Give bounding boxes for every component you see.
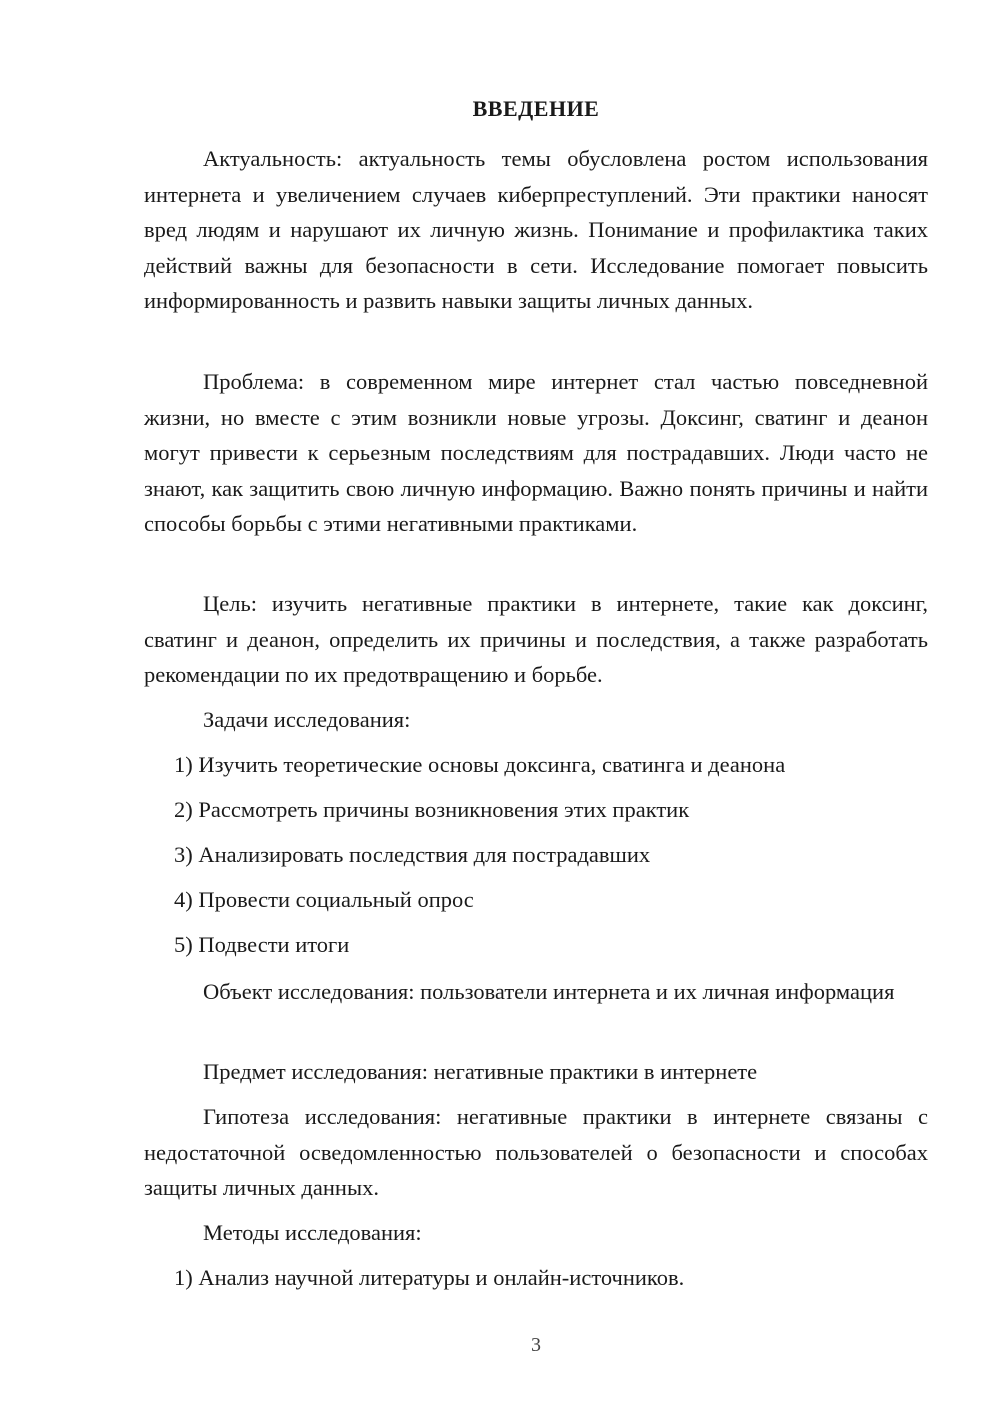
problem-paragraph xyxy=(144,364,928,542)
task-item: 4) Провести социальный опрос xyxy=(174,887,474,912)
relevance-text: Актуальность: актуальность темы обусловлена ростом использования интернета и увеличением случаев киберпреступлений. Эти практики наносят вред людям и нарушают их личную жизнь. Понимание и профилактика таких действий важны для безопасности в сети. Исследование помогает повысить информированность и развить навыки защиты личных данных. xyxy=(144,146,928,313)
method-item: 1) Анализ научной литературы и онлайн-источников. xyxy=(174,1265,685,1290)
task-item: 3) Анализировать последствия для пострадавших xyxy=(174,842,651,867)
object-text: Объект исследования: пользователи интернета и их личная информация xyxy=(203,979,895,1004)
section-heading: ВВЕДЕНИЕ xyxy=(472,96,600,121)
task-item: 5) Подвести итоги xyxy=(174,932,350,957)
goal-text: Цель: изучить негативные практики в интернете, такие как доксинг, сватинг и деанон, определить их причины и последствия, а также разработать рекомендации по их предотвращению и борьбе. xyxy=(144,591,928,687)
task-item: 1) Изучить теоретические основы доксинга, сватинга и деанона xyxy=(174,752,786,777)
hypothesis-paragraph xyxy=(144,1099,928,1206)
task-item: 2) Рассмотреть причины возникновения этих практик xyxy=(174,797,690,822)
tasks-title: Задачи исследования: xyxy=(203,707,411,732)
problem-text: Проблема: в современном мире интернет стал частью повседневной жизни, но вместе с этим возникли новые угрозы. Доксинг, сватинг и деанон могут привести к серьезным последствиям для пострадавших. Люди часто не знают, как защитить свою личную информацию. Важно понять причины и найти способы борьбы с этими негативными практиками. xyxy=(144,369,928,536)
page-number: 3 xyxy=(531,1334,541,1356)
subject-text: Предмет исследования: негативные практики в интернете xyxy=(203,1059,758,1084)
methods-title: Методы исследования: xyxy=(203,1220,422,1245)
object-paragraph xyxy=(144,974,928,1010)
hypothesis-text: Гипотеза исследования: негативные практики в интернете связаны с недостаточной осведомленностью пользователей о безопасности и способах защиты личных данных. xyxy=(144,1104,928,1200)
goal-paragraph xyxy=(144,586,928,693)
relevance-paragraph xyxy=(144,141,928,319)
